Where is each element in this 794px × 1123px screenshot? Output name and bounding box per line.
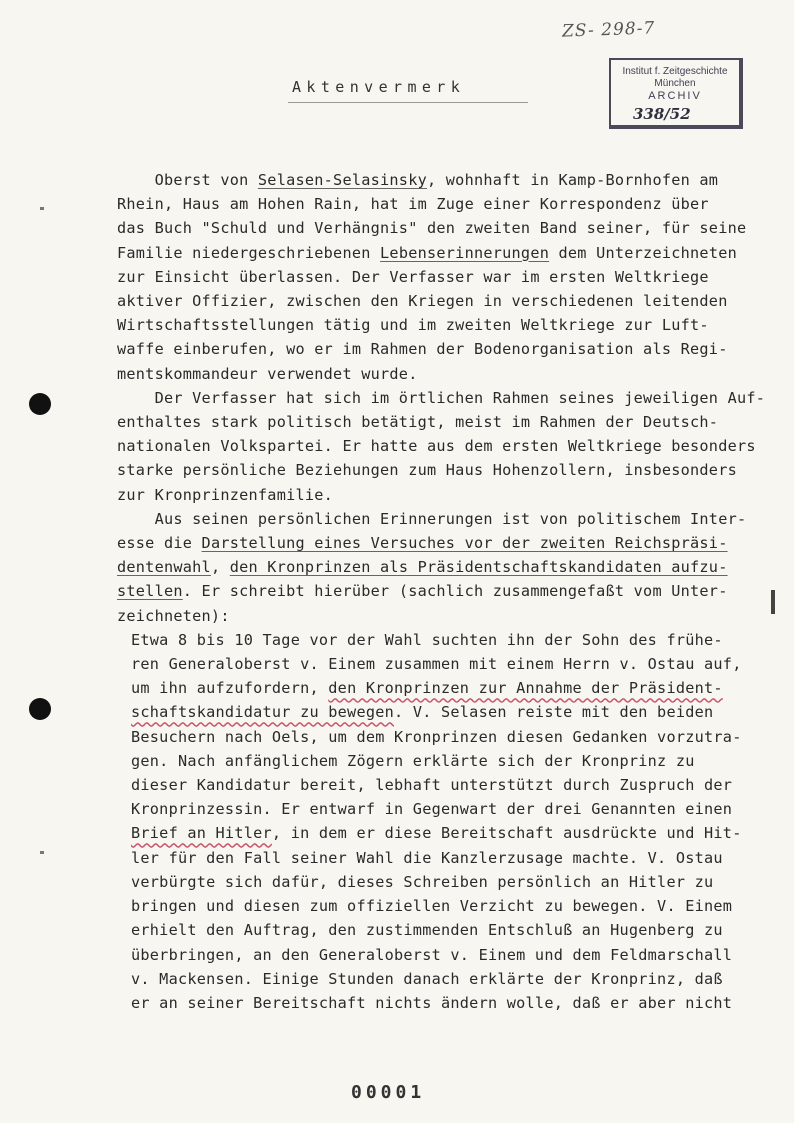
text-line [117,676,794,700]
text-line [117,628,794,652]
text-segment: zur Kronprinzenfamilie. [117,485,334,504]
intro-paragraphs [117,168,794,628]
text-line [117,192,794,216]
text-line [117,579,794,603]
underlined-text: den Kronprinzen als Präsidentschaftskandidaten aufzu- [229,558,728,577]
text-segment: gen. Nach anfänglichem Zögern erklärte sich der Kronprinz zu [131,751,695,770]
paragraph [117,507,794,628]
stamp-number: 338/52 [633,105,691,123]
underlined-text: dentenwahl [117,558,211,577]
text-line [117,604,794,628]
text-segment: zeichneten): [117,606,230,625]
text-segment: bringen und diesen zum offiziellen Verzicht zu bewegen. V. Einem [131,897,733,916]
text-line [117,967,794,991]
text-line [117,894,794,918]
paragraph [117,386,794,507]
text-segment: dem Unterzeichneten [549,243,737,262]
text-segment: Familie niedergeschriebenen [117,243,381,262]
text-segment: er an seiner Bereitschaft nichts ändern wolle, daß er aber nicht [131,993,733,1012]
text-line [117,362,794,386]
text-line [117,337,794,361]
text-segment: , wohnhaft in Kamp-Bornhofen am [427,171,719,189]
text-segment: starke persönliche Beziehungen zum Haus Hohenzollern, insbesonders [117,461,737,480]
punch-hole-bottom [29,698,51,720]
margin-mark [40,207,44,210]
text-segment: Wirtschaftsstellungen tätig und im zweiten Weltkriege zur Luft- [117,316,709,335]
text-line [117,289,794,313]
text-line [117,313,794,337]
page-number: 00001 [351,1082,426,1103]
text-line [117,168,794,192]
body-text [117,168,794,1015]
text-line [117,773,794,797]
text-line [117,652,794,676]
underlined-text: Selasen-Selasinsky [257,171,427,189]
stamp-city: München [654,78,696,89]
text-line [117,725,794,749]
text-line [117,507,794,531]
text-segment: , [210,558,230,577]
text-line [117,797,794,821]
text-segment: , in dem er diese Bereitschaft ausdrückte und Hit- [271,824,742,843]
text-segment: ren Generaloberst v. Einem zusammen mit einem Herrn v. Ostau auf, [131,655,742,674]
text-line [117,216,794,240]
text-line [117,386,794,410]
text-segment: Der Verfasser hat sich im örtlichen Rahmen seines jeweiligen Auf- [117,388,766,407]
text-segment: nationalen Volkspartei. Er hatte aus dem ersten Weltkriege besonders [117,437,756,456]
text-line [117,943,794,967]
text-line [117,410,794,434]
underlined-text: stellen [117,582,183,601]
text-line [117,870,794,894]
text-segment: erhielt den Auftrag, den zustimmenden Entschluß an Hugenberg zu [131,921,723,940]
stamp-institute: Institut f. Zeitgeschichte [622,66,728,77]
handwritten-reference: ZS- 298-7 [561,18,656,42]
title-underline [288,102,528,103]
text-line [117,241,794,265]
underlined-text: den Kronprinzen zur Annahme der Präsident- [328,679,723,698]
paragraph [117,168,794,386]
text-segment: Aus seinen persönlichen Erinnerungen ist von politischem Inter- [117,509,747,528]
text-segment: um ihn aufzufordern, [131,679,329,698]
text-segment: ler für den Fall seiner Wahl die Kanzlerzusage machte. V. Ostau [131,848,723,867]
text-segment: enthaltes stark politisch betätigt, meist im Rahmen der Deutsch- [117,413,719,432]
text-segment: . V. Selasen reiste mit den beiden [394,703,714,722]
text-line [117,846,794,870]
underlined-text: Lebenserinnerungen [380,243,550,262]
text-segment: Etwa 8 bis 10 Tage vor der Wahl suchten ihn der Sohn des frühe- [131,630,723,649]
text-line [117,483,794,507]
text-segment: verbürgte sich dafür, dieses Schreiben persönlich an Hitler zu [131,872,714,891]
text-line [117,700,794,724]
text-line [117,991,794,1015]
quoted-account [117,628,794,1015]
text-segment: das Buch "Schuld und Verhängnis" den zweiten Band seiner, für seine [117,219,747,238]
text-line [117,821,794,845]
text-segment: dieser Kandidatur bereit, lebhaft unterstützt durch Zuspruch der [131,776,733,795]
text-line [117,918,794,942]
underlined-text: Darstellung eines Versuches vor der zweiten Reichspräsi- [201,534,728,553]
punch-hole-top [29,393,51,415]
text-segment: Kronprinzessin. Er entwarf in Gegenwart der drei Genannten einen [131,800,733,819]
text-segment: waffe einberufen, wo er im Rahmen der Bodenorganisation als Regi- [117,340,728,359]
archive-stamp [609,58,743,129]
text-segment: Rhein, Haus am Hohen Rain, hat im Zuge einer Korrespondenz über [117,195,709,214]
text-segment: Oberst von [117,171,258,189]
text-segment: Besuchern nach Oels, um dem Kronprinzen diesen Gedanken vorzutra- [131,727,742,746]
text-segment: . Er schreibt hierüber (sachlich zusammengefaßt vom Unter- [182,582,728,601]
underlined-text: Brief an Hitler [131,824,272,843]
underlined-text: schaftskandidatur zu bewegen [131,703,395,722]
document-title: Aktenvermerk [292,78,466,96]
text-segment: zur Einsicht überlassen. Der Verfasser war im ersten Weltkriege [117,267,709,286]
text-line [117,458,794,482]
text-segment: esse die [117,534,202,553]
text-segment: überbringen, an den Generaloberst v. Einem und dem Feldmarschall [131,945,733,964]
text-segment: v. Mackensen. Einige Stunden danach erklärte der Kronprinz, daß [131,969,723,988]
text-line [117,749,794,773]
text-line [117,434,794,458]
text-line [117,265,794,289]
text-segment: mentskommandeur verwendet wurde. [117,364,418,383]
text-segment: aktiver Offizier, zwischen den Kriegen in verschiedenen leitenden [117,292,728,311]
text-line [117,531,794,555]
stamp-archive: ARCHIV [648,90,702,102]
text-line [117,555,794,579]
paragraph [117,628,794,1015]
margin-mark [40,851,44,854]
